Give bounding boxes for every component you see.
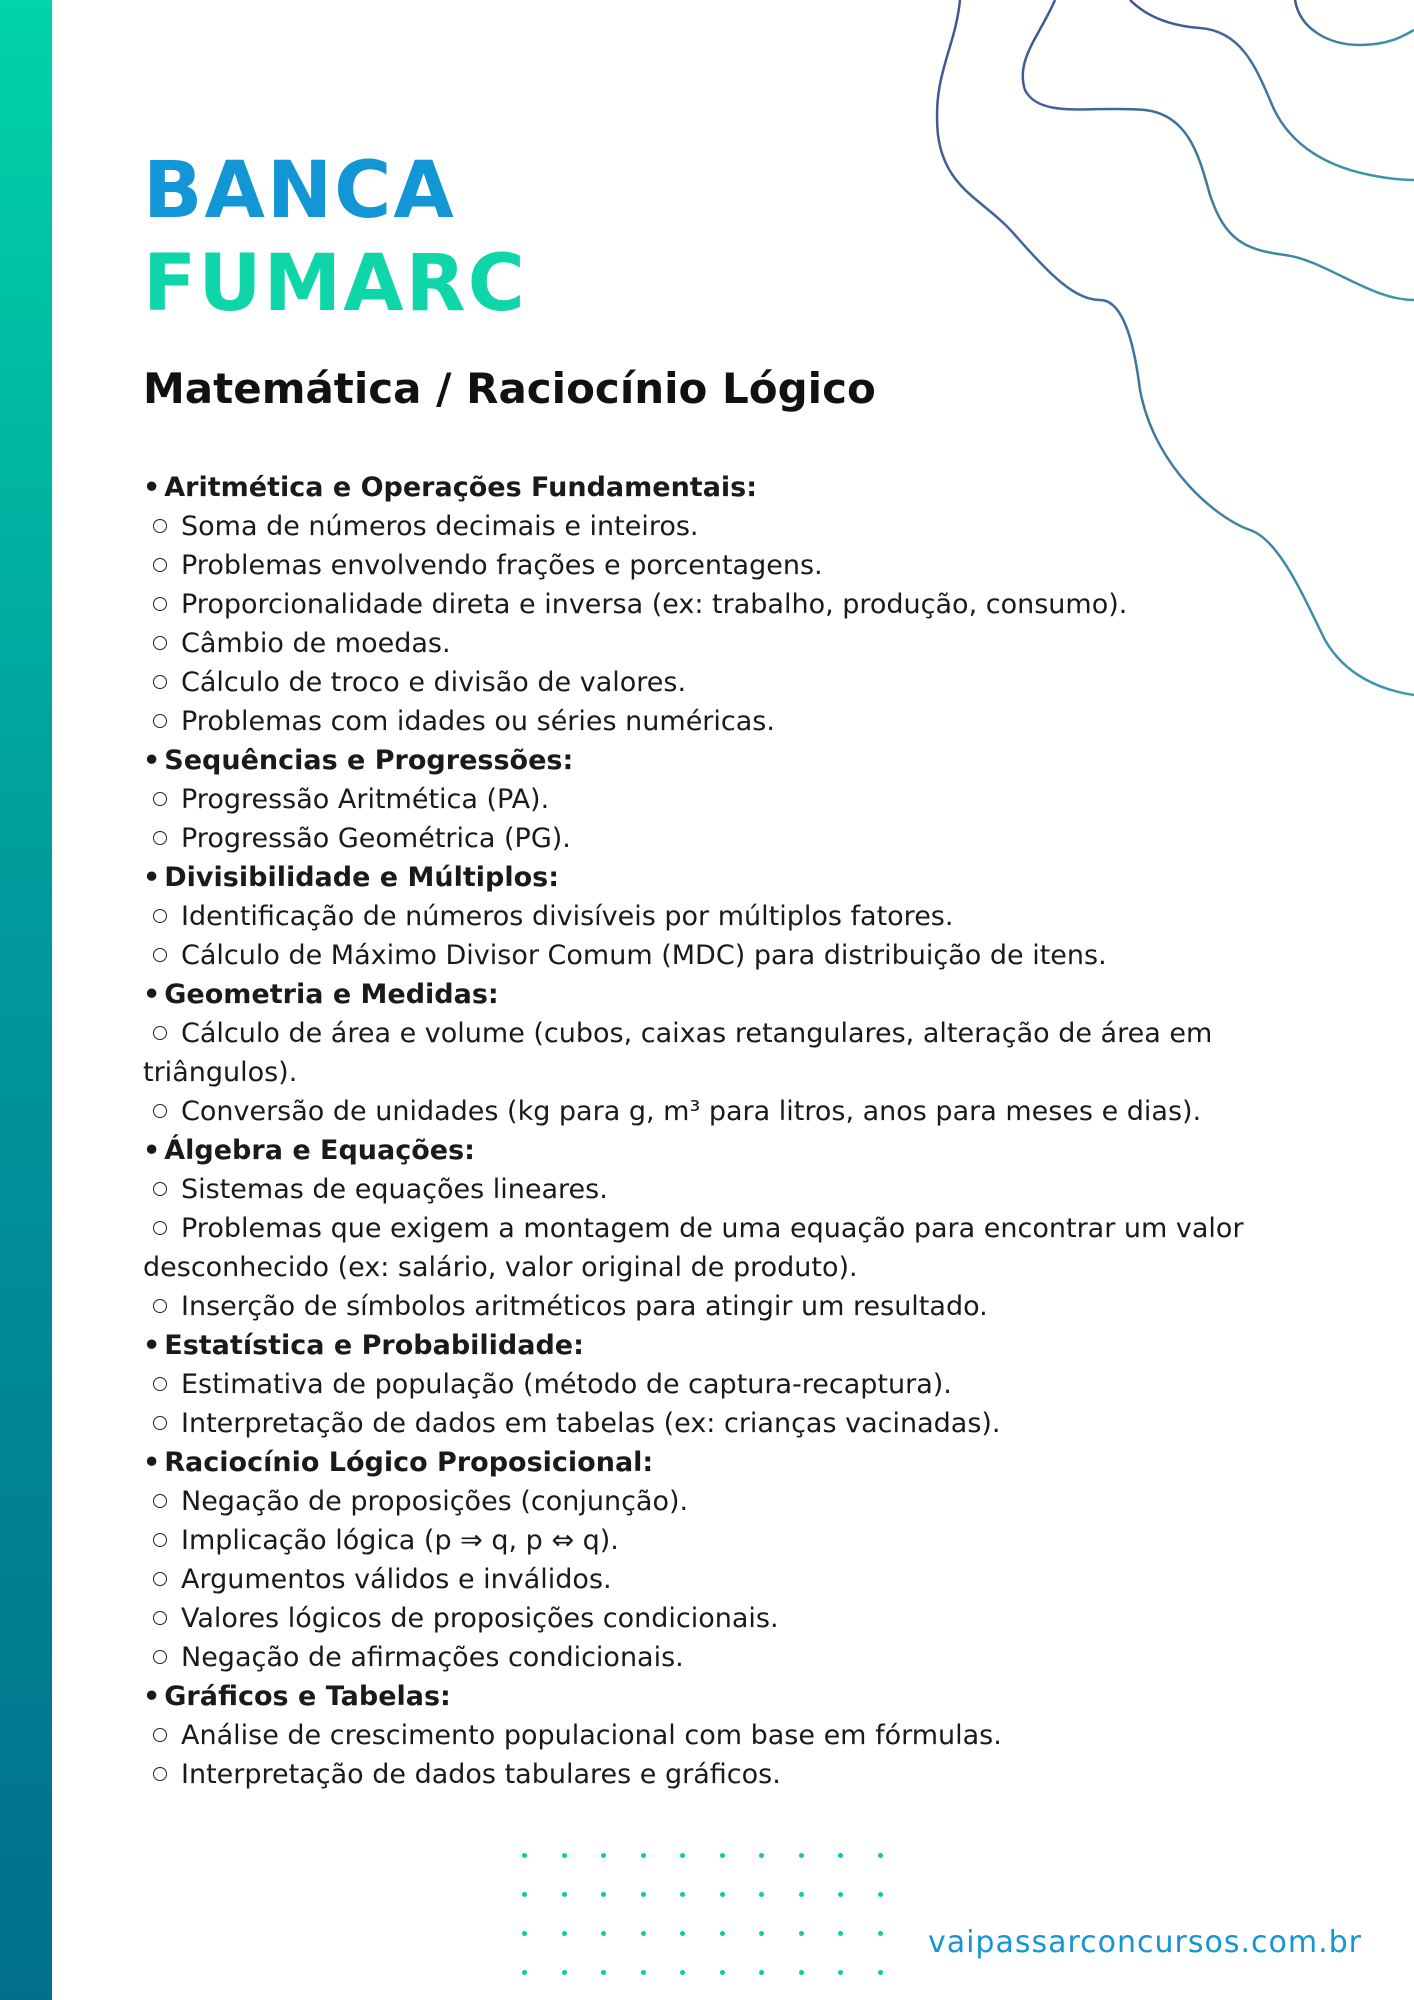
decorative-dot: [720, 1892, 725, 1897]
decorative-dot: [759, 1853, 764, 1858]
list-item: Soma de números decimais e inteiros.: [143, 507, 1303, 546]
decorative-dot: [799, 1853, 804, 1858]
decorative-dot: [680, 1931, 685, 1936]
section-title: • Raciocínio Lógico Proposicional:: [143, 1447, 654, 1478]
list-item: Problemas envolvendo frações e porcentagens.: [143, 546, 1303, 585]
list-item: Estimativa de população (método de captura-recaptura).: [143, 1365, 1303, 1404]
wave-line-4: [1295, 0, 1414, 45]
list-item: Problemas que exigem a montagem de uma equação para encontrar um valor desconhecido (ex: salário, valor original de produto).: [143, 1213, 1244, 1283]
ring-bullet-icon: [153, 1026, 167, 1040]
list-item: Negação de proposições (conjunção).: [143, 1482, 1303, 1521]
ring-bullet-icon: [153, 1611, 167, 1625]
decorative-dot: [878, 1931, 883, 1936]
website-url[interactable]: vaipassarconcursos.com.br: [927, 1925, 1362, 1960]
title-banca: BANCA: [143, 146, 456, 236]
decorative-dot: [838, 1853, 843, 1858]
list-item: Sistemas de equações lineares.: [143, 1170, 1303, 1209]
decorative-dot: [522, 1853, 527, 1858]
list-item: Inserção de símbolos aritméticos para atingir um resultado.: [143, 1287, 1303, 1326]
ring-bullet-icon: [153, 1650, 167, 1664]
ring-bullet-icon: [153, 636, 167, 650]
list-item: Progressão Aritmética (PA).: [143, 780, 1303, 819]
decorative-dot: [641, 1853, 646, 1858]
decorative-dot: [759, 1931, 764, 1936]
list-item: Interpretação de dados em tabelas (ex: crianças vacinadas).: [143, 1404, 1303, 1443]
list-item: Proporcionalidade direta e inversa (ex: trabalho, produção, consumo).: [143, 585, 1303, 624]
ring-bullet-icon: [153, 1221, 167, 1235]
subject-heading: Matemática / Raciocínio Lógico: [143, 364, 876, 413]
list-item: Negação de afirmações condicionais.: [143, 1638, 1303, 1677]
ring-bullet-icon: [153, 597, 167, 611]
list-item: Identificação de números divisíveis por múltiplos fatores.: [143, 897, 1303, 936]
list-item: Análise de crescimento populacional com base em fórmulas.: [143, 1716, 1303, 1755]
ring-bullet-icon: [153, 1494, 167, 1508]
list-item: Interpretação de dados tabulares e gráficos.: [143, 1755, 1303, 1794]
list-item: Argumentos válidos e inválidos.: [143, 1560, 1303, 1599]
decorative-dot: [720, 1853, 725, 1858]
decorative-dot: [838, 1970, 843, 1975]
decorative-dot: [878, 1970, 883, 1975]
decorative-dot: [601, 1892, 606, 1897]
side-gradient-bar: [0, 0, 52, 2000]
decorative-dot: [562, 1970, 567, 1975]
ring-bullet-icon: [153, 714, 167, 728]
ring-bullet-icon: [153, 1728, 167, 1742]
decorative-dot: [759, 1970, 764, 1975]
ring-bullet-icon: [153, 1377, 167, 1391]
list-item: Cálculo de área e volume (cubos, caixas retangulares, alteração de área em triângulos).: [143, 1018, 1213, 1088]
section-title: • Gráficos e Tabelas:: [143, 1681, 451, 1712]
decorative-dot: [562, 1892, 567, 1897]
decorative-dot: [562, 1853, 567, 1858]
ring-bullet-icon: [153, 1299, 167, 1313]
ring-bullet-icon: [153, 558, 167, 572]
decorative-dot: [680, 1892, 685, 1897]
decorative-dot-grid: [522, 1853, 902, 1989]
decorative-dot: [601, 1970, 606, 1975]
decorative-dot: [522, 1931, 527, 1936]
list-item: Cálculo de troco e divisão de valores.: [143, 663, 1303, 702]
decorative-dot: [720, 1970, 725, 1975]
decorative-dot: [799, 1970, 804, 1975]
section-title: • Álgebra e Equações:: [143, 1135, 475, 1166]
ring-bullet-icon: [153, 1104, 167, 1118]
ring-bullet-icon: [153, 792, 167, 806]
section-title: • Divisibilidade e Múltiplos:: [143, 862, 560, 893]
decorative-dot: [680, 1970, 685, 1975]
list-item: Cálculo de Máximo Divisor Comum (MDC) para distribuição de itens.: [143, 936, 1303, 975]
ring-bullet-icon: [153, 909, 167, 923]
topics-list: [143, 468, 1303, 1794]
decorative-dot: [641, 1931, 646, 1936]
list-item: Câmbio de moedas.: [143, 624, 1303, 663]
ring-bullet-icon: [153, 831, 167, 845]
decorative-dot: [522, 1892, 527, 1897]
ring-bullet-icon: [153, 1572, 167, 1586]
decorative-dot: [522, 1970, 527, 1975]
decorative-dot: [641, 1970, 646, 1975]
ring-bullet-icon: [153, 1767, 167, 1781]
list-item: Conversão de unidades (kg para g, m³ para litros, anos para meses e dias).: [143, 1092, 1303, 1131]
decorative-dot: [641, 1892, 646, 1897]
decorative-dot: [799, 1892, 804, 1897]
section-title: • Estatística e Probabilidade:: [143, 1330, 584, 1361]
decorative-dot: [799, 1931, 804, 1936]
wave-line-3: [1130, 0, 1414, 180]
ring-bullet-icon: [153, 948, 167, 962]
decorative-dot: [601, 1931, 606, 1936]
ring-bullet-icon: [153, 1416, 167, 1430]
decorative-dot: [759, 1892, 764, 1897]
decorative-dot: [562, 1931, 567, 1936]
decorative-dot: [680, 1853, 685, 1858]
section-title: • Aritmética e Operações Fundamentais:: [143, 472, 758, 503]
ring-bullet-icon: [153, 1533, 167, 1547]
list-item: Problemas com idades ou séries numéricas.: [143, 702, 1303, 741]
list-item: Progressão Geométrica (PG).: [143, 819, 1303, 858]
section-title: • Geometria e Medidas:: [143, 979, 499, 1010]
list-item: Valores lógicos de proposições condicionais.: [143, 1599, 1303, 1638]
decorative-dot: [720, 1931, 725, 1936]
section-title: • Sequências e Progressões:: [143, 745, 574, 776]
decorative-dot: [878, 1892, 883, 1897]
ring-bullet-icon: [153, 1182, 167, 1196]
decorative-dot: [601, 1853, 606, 1858]
decorative-dot: [878, 1853, 883, 1858]
list-item: Implicação lógica (p ⇒ q, p ⇔ q).: [143, 1521, 1303, 1560]
title-fumarc: FUMARC: [143, 239, 527, 329]
decorative-dot: [838, 1892, 843, 1897]
decorative-dot: [838, 1931, 843, 1936]
ring-bullet-icon: [153, 675, 167, 689]
ring-bullet-icon: [153, 519, 167, 533]
